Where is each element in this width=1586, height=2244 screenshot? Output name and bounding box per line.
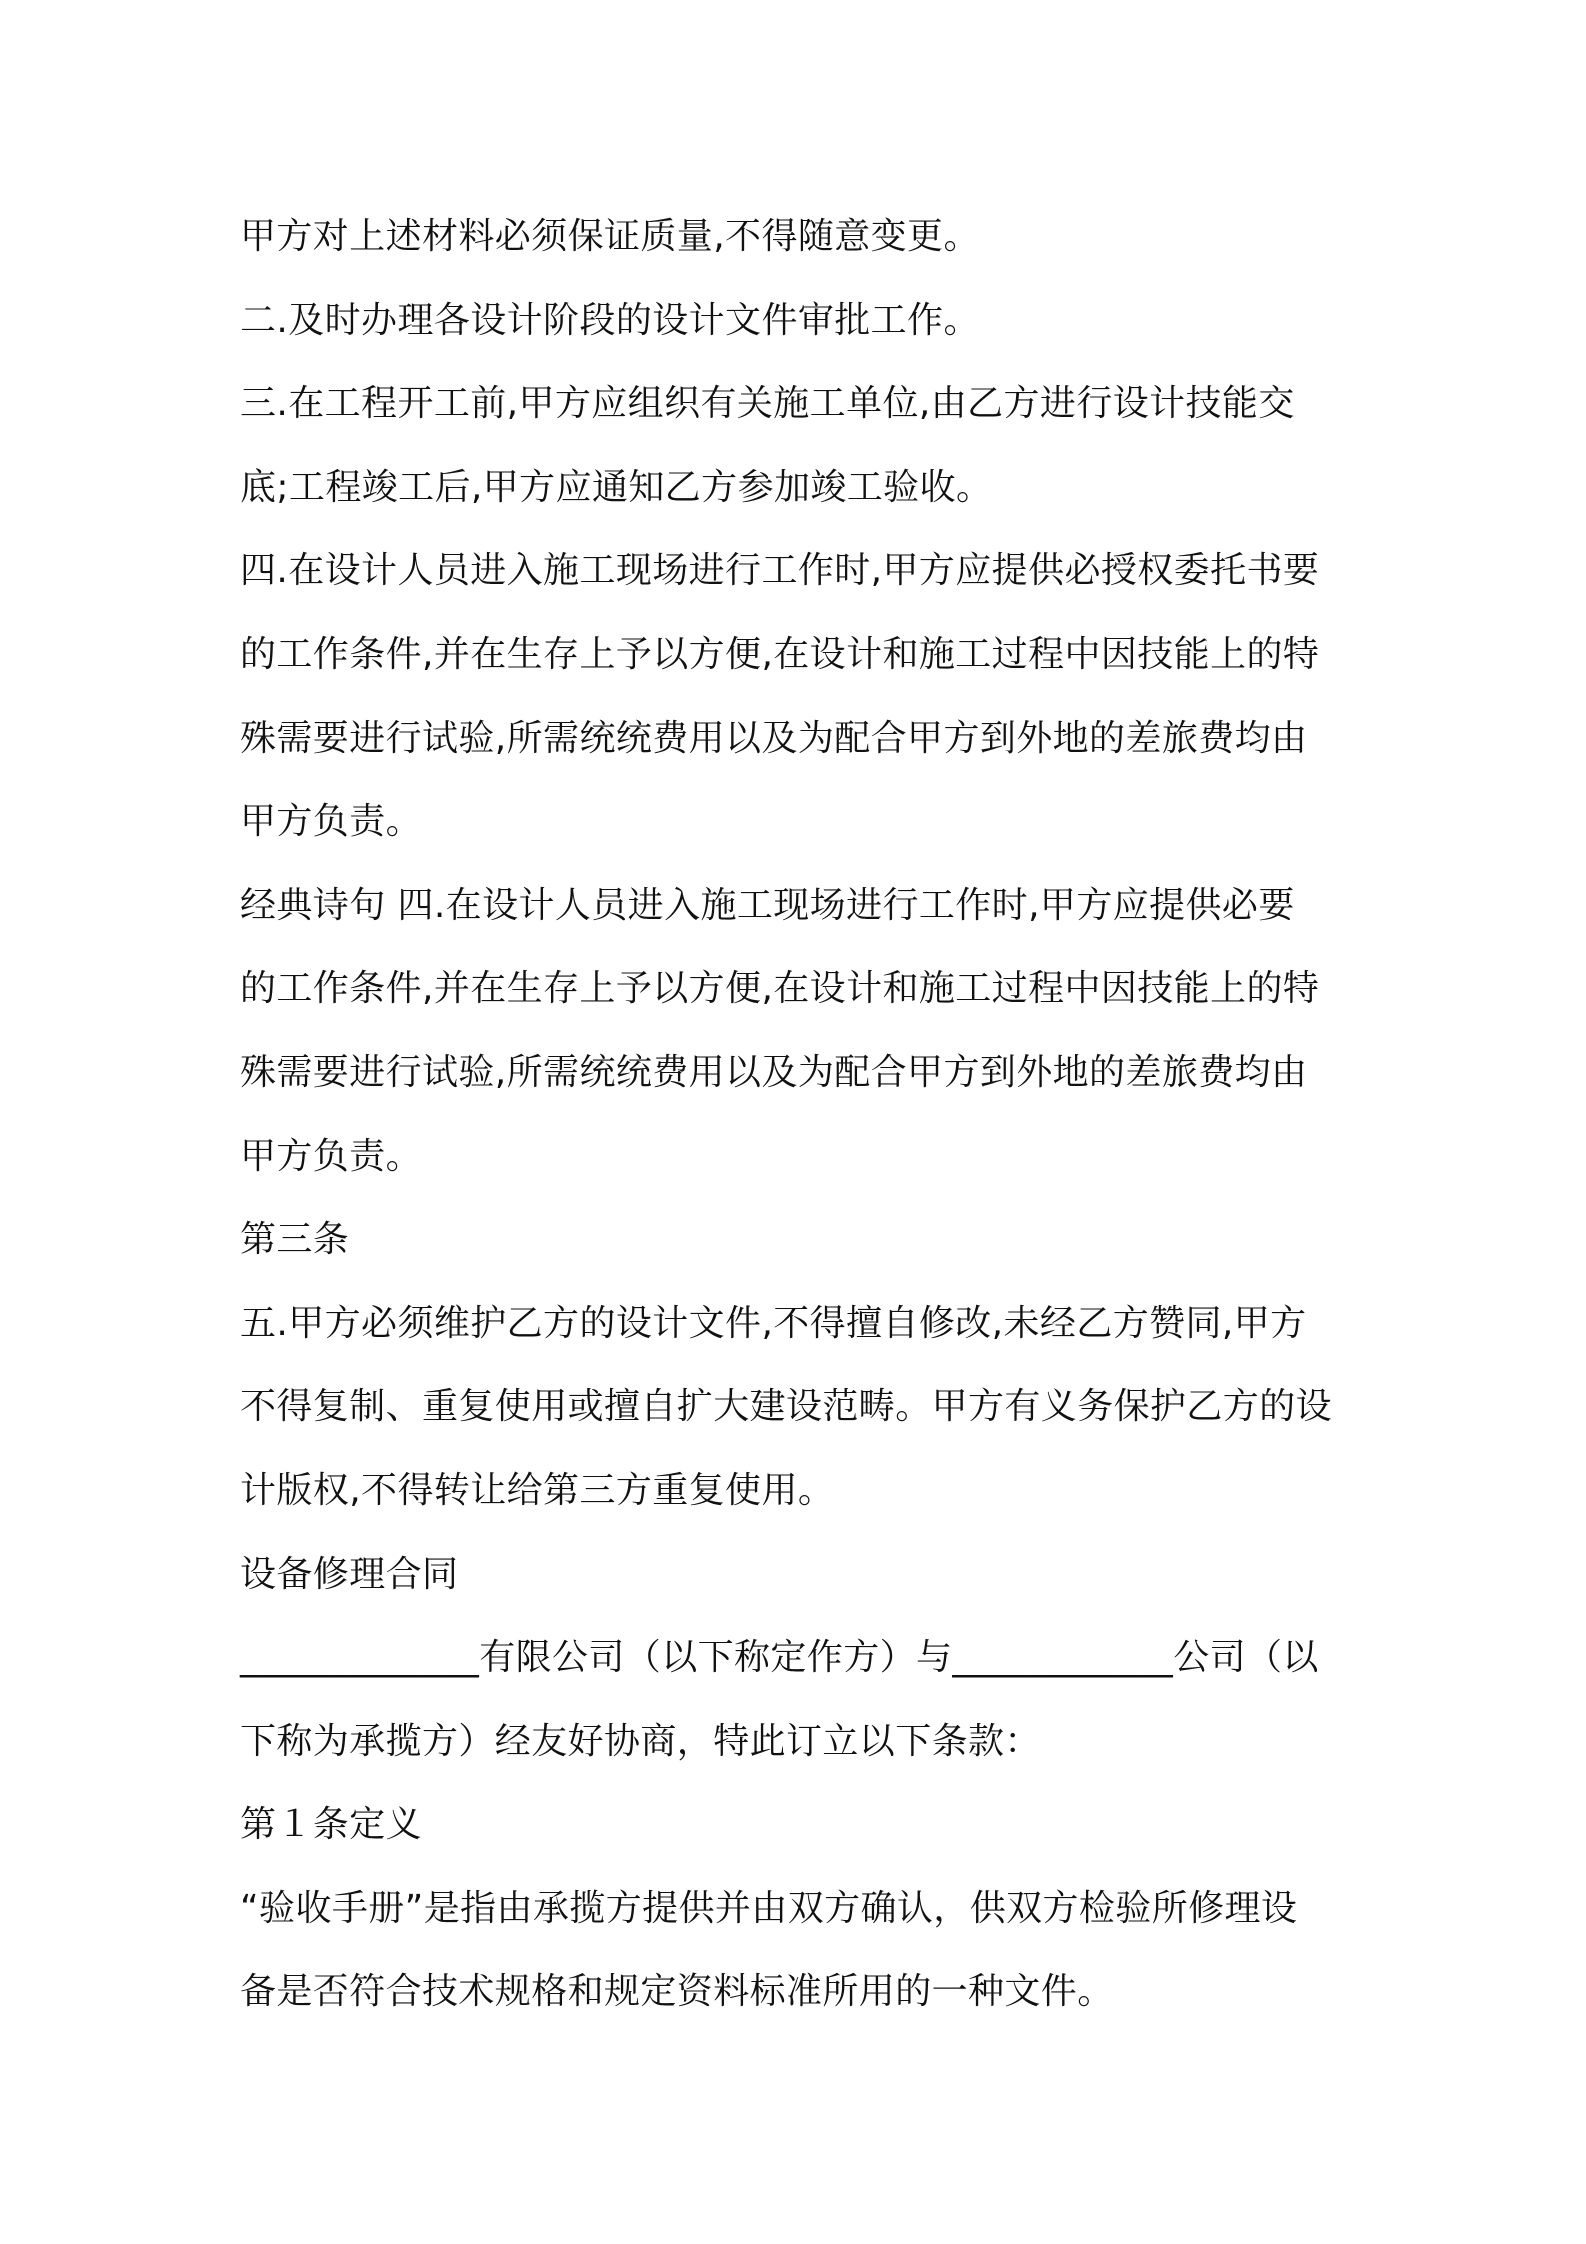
text-line: 不得复制、重复使用或擅自扩大建设范畴。甲方有义务保护乙方的设 <box>240 1386 1333 1428</box>
text-line: 备是否符合技术规格和规定资料标准所用的一种文件。 <box>240 1971 1114 2013</box>
text-line: 下称为承揽方）经友好协商，特此订立以下条款： <box>240 1720 1041 1762</box>
contract-title: 设备修理合同 <box>240 1553 459 1595</box>
text-line: 甲方对上述材料必须保证质量,不得随意变更。 <box>240 216 980 257</box>
section-heading: 第三条 <box>240 1219 350 1261</box>
text-line: _____________有限公司（以下称定作方）与____________公司（以 <box>240 1637 1319 1679</box>
section-heading: 第１条定义 <box>240 1804 423 1846</box>
text-line: 二.及时办理各设计阶段的设计文件审批工作。 <box>240 299 980 341</box>
text-line: 的工作条件,并在生存上予以方便,在设计和施工过程中因技能上的特 <box>240 968 1320 1010</box>
text-line: 计版权,不得转让给第三方重复使用。 <box>240 1469 835 1511</box>
text-line: 四.在设计人员进入施工现场进行工作时,甲方应提供必授权委托书要 <box>240 550 1320 592</box>
text-line: 殊需要进行试验,所需统统费用以及为配合甲方到外地的差旅费均由 <box>240 1051 1308 1093</box>
document-body <box>240 195 1360 2034</box>
text-line: 五.甲方必须维护乙方的设计文件,不得擅自修改,未经乙方赞同,甲方 <box>240 1302 1307 1344</box>
text-line: 三.在工程开工前,甲方应组织有关施工单位,由乙方进行设计技能交 <box>240 383 1295 425</box>
text-line: 经典诗句 四.在设计人员进入施工现场进行工作时,甲方应提供必要 <box>240 884 1295 926</box>
text-line: 的工作条件,并在生存上予以方便,在设计和施工过程中因技能上的特 <box>240 633 1320 675</box>
text-line: 甲方负责。 <box>240 1135 423 1177</box>
text-line: 殊需要进行试验,所需统统费用以及为配合甲方到外地的差旅费均由 <box>240 717 1308 759</box>
text-line: 甲方负责。 <box>240 801 423 843</box>
text-line: 底;工程竣工后,甲方应通知乙方参加竣工验收。 <box>240 466 993 508</box>
text-line: “验收手册”是指由承揽方提供并由双方确认，供双方检验所修理设 <box>240 1887 1298 1929</box>
